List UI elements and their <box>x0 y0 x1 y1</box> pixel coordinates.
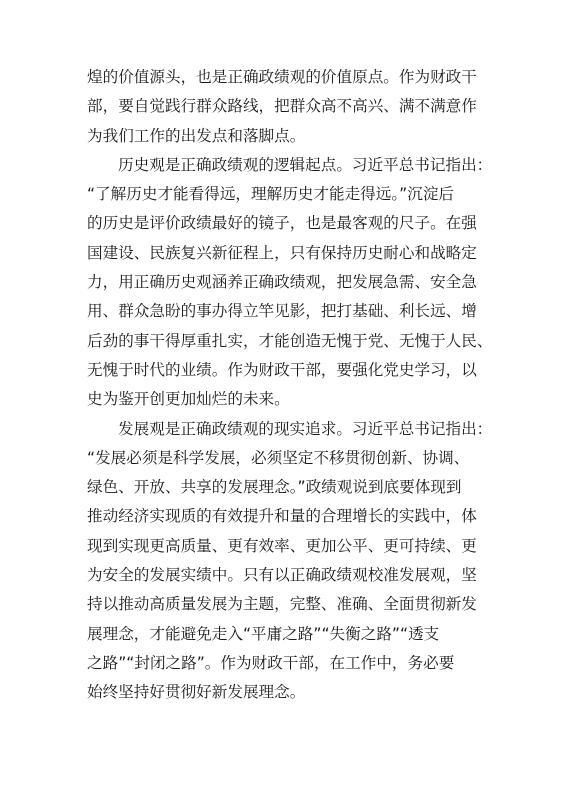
paragraph-line: 无愧于时代的业绩。作为财政干部，要强化党史学习，以 <box>87 360 477 379</box>
paragraph-line: 煌的价值源头，也是正确政绩观的价值原点。作为财政干 <box>87 68 477 86</box>
paragraph-line: “了解历史才能看得远，理解历史才能走得远。”沉淀后 <box>87 185 455 204</box>
paragraph-line: 史为鉴开创更加灿烂的未来。 <box>87 390 290 409</box>
paragraph-line: 后劲的事干得厚重扎实，才能创造无愧于党、无愧于人民、 <box>87 331 493 350</box>
paragraph-3 <box>87 415 493 708</box>
paragraph-line: 历史观是正确政绩观的逻辑起点。习近平总书记指出： <box>118 155 493 174</box>
paragraph-line: 的历史是评价政绩最好的镜子，也是最客观的尺子。在强 <box>87 214 477 233</box>
paragraph-line: 为安全的发展实绩中。只有以正确政绩观校准发展观，坚 <box>87 566 477 585</box>
document-body <box>87 63 493 708</box>
paragraph-line: 始终坚持好贯彻好新发展理念。 <box>87 683 306 702</box>
paragraph-line: 持以推动高质量发展为主题，完整、准确、全面贯彻新发 <box>87 595 477 614</box>
paragraph-line: 为我们工作的出发点和落脚点。 <box>87 126 306 145</box>
paragraph-line: 部，要自觉践行群众路线，把群众高不高兴、满不满意作 <box>87 97 477 116</box>
paragraph-line: 国建设、民族复兴新征程上，只有保持历史耐心和战略定 <box>87 243 477 262</box>
paragraph-line: 之路”“封闭之路”。作为财政干部，在工作中，务必要 <box>87 653 455 672</box>
paragraph-line: 绿色、开放、共享的发展理念。”政绩观说到底要体现到 <box>87 478 462 497</box>
paragraph-2 <box>87 151 493 415</box>
paragraph-line: 现到实现更高质量、更有效率、更加公平、更可持续、更 <box>87 536 477 555</box>
paragraph-line: 力，用正确历史观涵养正确政绩观，把发展急需、安全急 <box>87 273 477 292</box>
paragraph-line: 发展观是正确政绩观的现实追求。习近平总书记指出： <box>118 419 493 438</box>
paragraph-line: “发展必须是科学发展，必须坚定不移贯彻创新、协调、 <box>87 448 470 467</box>
paragraph-line: 展理念，才能避免走入“平庸之路”“失衡之路”“透支 <box>87 624 440 643</box>
paragraph-line: 推动经济实现质的有效提升和量的合理增长的实践中，体 <box>87 507 477 526</box>
paragraph-line: 用、群众急盼的事办得立竿见影，把打基础、利长远、增 <box>87 302 477 321</box>
paragraph-1 <box>87 63 487 151</box>
